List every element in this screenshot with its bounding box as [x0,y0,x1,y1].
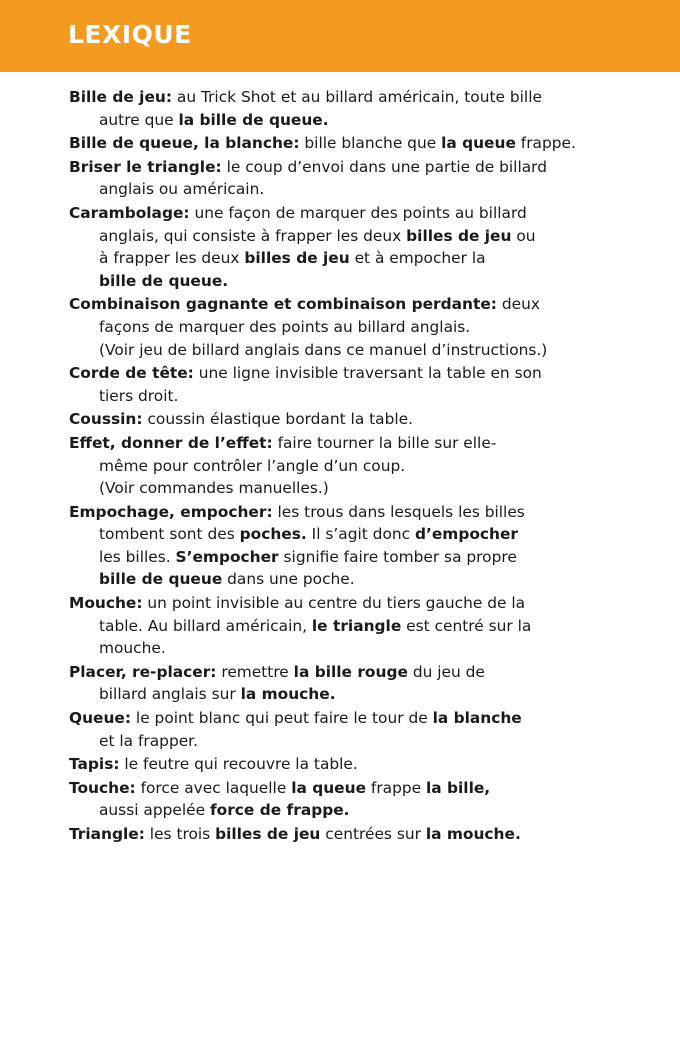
entry-continuation-line [69,683,629,706]
glossary-entry [69,132,629,155]
bold-text: d’empocher [414,525,519,544]
definition-text: faire tourner la bille sur elle- [272,433,497,452]
glossary-entry [69,707,629,752]
entry-first-line [69,432,629,455]
bold-text: le triangle [311,616,402,635]
definition-text: signifie faire tomber sa propre [278,547,517,566]
definition-text: force avec laquelle [135,778,292,797]
definition-text: anglais ou américain. [99,180,265,199]
definition-text: les billes. [99,547,176,566]
bold-text: billes de jeu [215,825,321,843]
entry-first-line [69,293,629,316]
bold-text: la queue [291,778,367,797]
glossary-entry [69,777,629,822]
glossary-entry [69,202,629,292]
entry-first-line [69,592,629,615]
definition-text: tombent sont des [99,525,240,544]
glossary-entry [69,408,629,431]
definition-text: frappe [366,778,426,797]
bold-text: la bille, [426,778,491,797]
entry-continuation-line [69,730,629,753]
bold-text: la queue [441,134,516,153]
bold-text: billes de jeu [406,226,512,245]
definition-text: tiers droit. [99,386,179,405]
bold-text: force de frappe. [209,801,350,820]
entry-continuation-line [69,385,629,408]
definition-text: au Trick Shot et au billard américain, toute bille [172,88,542,106]
definition-text: mouche. [99,639,166,658]
definition-text: deux [496,295,540,314]
entry-continuation-line [69,178,629,201]
definition-text: du jeu de [407,662,485,681]
page-title: LEXIQUE [68,20,192,49]
definition-text: les trous dans lesquels les billes [272,502,525,521]
entry-continuation-line [69,568,629,591]
definition-text: centrées sur [320,825,426,843]
definition-text: coussin élastique bordant la table. [142,410,414,429]
glossary-term: Queue: [69,709,132,728]
entry-continuation-line [69,339,629,362]
entry-first-line [69,753,629,776]
glossary-term: Triangle: [69,825,145,843]
definition-text: table. Au billard américain, [99,616,312,635]
bold-text: la mouche. [425,825,521,843]
definition-text: à frapper les deux [99,249,245,268]
definition-text: les trois [144,825,216,843]
definition-text: aussi appelée [99,801,210,820]
entry-continuation-line [69,477,629,500]
entry-first-line [69,777,629,800]
entry-continuation-line [69,799,629,822]
entry-first-line [69,132,629,155]
definition-text: autre que [99,110,179,129]
entry-first-line [69,408,629,431]
bold-text: la mouche. [240,685,336,704]
glossary-term: Carambolage: [69,203,190,222]
entry-continuation-line [69,270,629,293]
entry-first-line [69,156,629,179]
glossary-term: Empochage, empocher: [69,502,273,521]
definition-text: le feutre qui recouvre la table. [119,755,358,774]
definition-text: même pour contrôler l’angle d’un coup. [99,456,406,475]
bold-text: la bille de queue. [178,110,329,129]
glossary-entry [69,592,629,660]
bold-text: la bille rouge [293,662,408,681]
entry-first-line [69,707,629,730]
glossary-entry [69,362,629,407]
definition-text: et à empocher la [349,249,486,268]
definition-text: bille blanche que [299,134,442,153]
entry-first-line [69,86,629,109]
glossary-term: Bille de queue, la blanche: [69,134,300,153]
definition-text: anglais, qui consiste à frapper les deux [99,226,407,245]
glossary-entry [69,661,629,706]
glossary-term: Combinaison gagnante et combinaison perdante: [69,295,497,314]
glossary-term: Tapis: [69,755,120,774]
definition-text: dans une poche. [222,570,355,589]
entry-continuation-line [69,523,629,546]
bold-text: poches. [239,525,307,544]
definition-text: un point invisible au centre du tiers gauche de la [142,594,526,613]
definition-text: (Voir jeu de billard anglais dans ce manuel d’instructions.) [99,340,548,359]
entry-continuation-line [69,316,629,339]
entry-first-line [69,823,629,846]
bold-text: billes de jeu [244,249,350,268]
definition-text: est centré sur la [401,616,532,635]
glossary-term: Corde de tête: [69,364,194,383]
glossary-entry [69,501,629,591]
glossary-term: Placer, re-placer: [69,662,217,681]
definition-text: Il s’agit donc [306,525,415,544]
glossary-entry [69,823,629,846]
entry-first-line [69,362,629,385]
definition-text: et la frapper. [99,731,198,750]
header-bar [0,0,680,72]
definition-text: le point blanc qui peut faire le tour de [131,709,433,728]
glossary-term: Effet, donner de l’effet: [69,433,273,452]
glossary-entry [69,432,629,500]
entry-first-line [69,661,629,684]
definition-text: (Voir commandes manuelles.) [99,479,329,498]
definition-text: remettre [216,662,294,681]
glossary-entry [69,293,629,361]
glossary-list [69,86,629,847]
entry-continuation-line [69,109,629,132]
definition-text: façons de marquer des points au billard anglais. [99,317,471,336]
entry-continuation-line [69,637,629,660]
definition-text: une façon de marquer des points au billard [189,203,527,222]
definition-text: ou [511,226,536,245]
entry-continuation-line [69,225,629,248]
glossary-entry [69,156,629,201]
glossary-term: Coussin: [69,410,143,429]
bold-text: bille de queue. [99,271,229,290]
entry-continuation-line [69,247,629,270]
entry-continuation-line [69,546,629,569]
entry-continuation-line [69,615,629,638]
entry-first-line [69,501,629,524]
entry-continuation-line [69,455,629,478]
definition-text: billard anglais sur [99,685,241,704]
bold-text: bille de queue [99,570,223,589]
glossary-term: Briser le triangle: [69,157,222,176]
glossary-entry [69,753,629,776]
glossary-term: Bille de jeu: [69,88,172,106]
definition-text: le coup d’envoi dans une partie de billard [221,157,547,176]
glossary-term: Touche: [69,778,136,797]
glossary-term: Mouche: [69,594,143,613]
definition-text: frappe. [515,134,576,153]
glossary-entry [69,86,629,131]
bold-text: S’empocher [175,547,279,566]
entry-first-line [69,202,629,225]
bold-text: la blanche [432,709,522,728]
definition-text: une ligne invisible traversant la table en son [193,364,542,383]
